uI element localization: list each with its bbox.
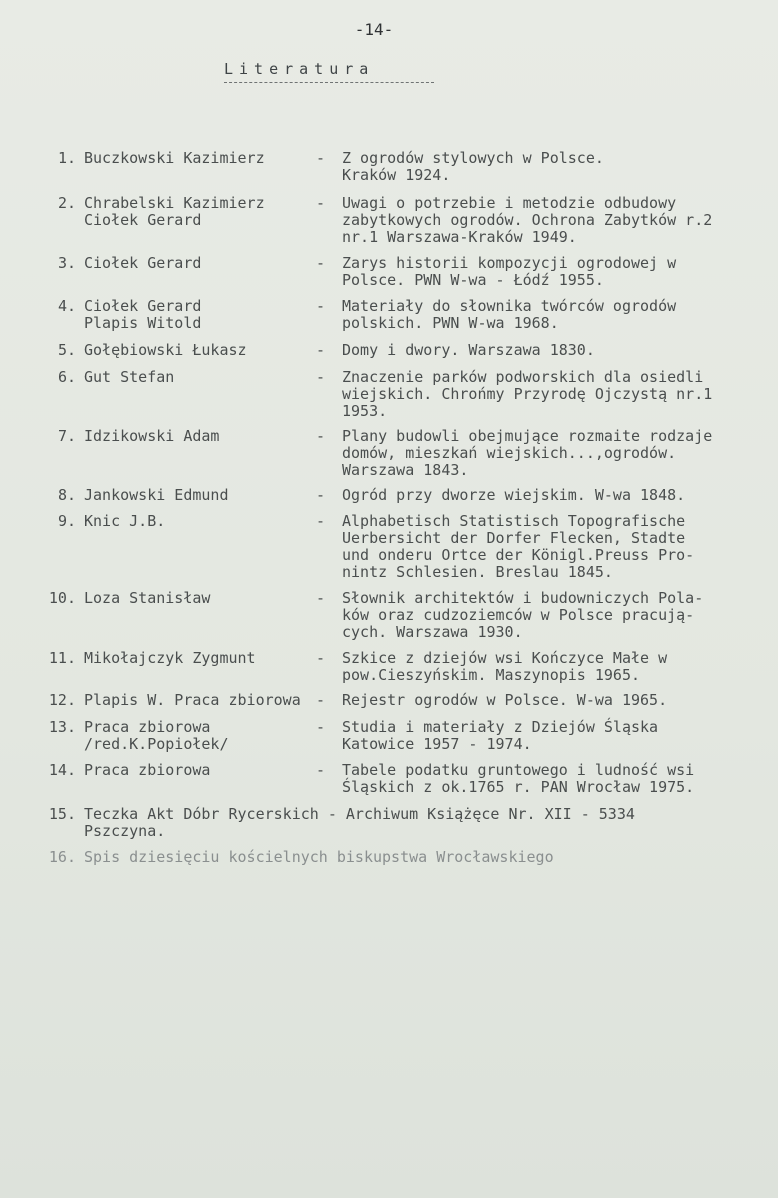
entry-dash: - — [316, 427, 326, 445]
entry-dash: - — [316, 149, 326, 167]
entry-work: Zarys historii kompozycji ogrodowej w Polsce. PWN W-wa - Łódź 1955. — [342, 254, 677, 289]
entry-work: Znaczenie parków podworskich dla osiedli wiejskich. Chrońmy Przyrodę Ojczystą nr.1 1953. — [342, 368, 713, 420]
entry-work: Alphabetisch Statistisch Topografische Uerbersicht der Dorfer Flecken, Stadte und onderu Ortce der Königl.Preuss Pro- nintz Schlesien. Breslau 1845. — [342, 512, 695, 581]
entry-dash: - — [316, 649, 326, 667]
entry-author: Gut Stefan — [84, 368, 175, 386]
entry-number: 13. — [48, 718, 76, 736]
entry-number: 1. — [57, 149, 76, 167]
entry-number: 15. — [48, 805, 76, 823]
entry-dash: - — [316, 254, 326, 272]
entry-work: Ogród przy dworze wiejskim. W-wa 1848. — [342, 486, 686, 504]
entry-author: Knic J.B. — [84, 512, 166, 530]
entry-number: 3. — [57, 254, 76, 272]
entry-number: 16. — [48, 848, 76, 866]
entry-author: Chrabelski Kazimierz Ciołek Gerard — [84, 194, 265, 229]
entry-work: Słownik architektów i budowniczych Pola- ków oraz cudzoziemców w Polsce pracują- cych. Warszawa 1930. — [342, 589, 704, 641]
entry-dash: - — [316, 341, 326, 359]
entry-author: Jankowski Edmund — [84, 486, 229, 504]
entry-author: Plapis W. Praca zbiorowa — [84, 691, 301, 709]
entry-dash: - — [316, 194, 326, 212]
page-number: -14- — [354, 20, 394, 39]
entry-author: Ciołek Gerard Plapis Witold — [84, 297, 202, 332]
entry-number: 4. — [57, 297, 76, 315]
entry-work: Rejestr ogrodów w Polsce. W-wa 1965. — [342, 691, 668, 709]
entry-work: Z ogrodów stylowych w Polsce. Kraków 1924. — [342, 149, 604, 184]
entry-dash: - — [316, 368, 326, 386]
entry-work: Tabele podatku gruntowego i ludność wsi Śląskich z ok.1765 r. PAN Wrocław 1975. — [342, 761, 695, 796]
entry-dash: - — [316, 512, 326, 530]
entry-dash: - — [316, 486, 326, 504]
entry-work: Uwagi o potrzebie i metodzie odbudowy zabytkowych ogrodów. Ochrona Zabytków r.2 nr.1 Warszawa-Kraków 1949. — [342, 194, 713, 246]
page-title: Literatura — [224, 60, 434, 83]
entry-author: Ciołek Gerard — [84, 254, 202, 272]
entry-number: 12. — [48, 691, 76, 709]
entry-number: 8. — [57, 486, 76, 504]
entry-work: Studia i materiały z Dziejów Śląska Katowice 1957 - 1974. — [342, 718, 659, 753]
entry-author: Buczkowski Kazimierz — [84, 149, 265, 167]
entry-author: Praca zbiorowa — [84, 761, 211, 779]
entry-number: 9. — [57, 512, 76, 530]
entry-full-text: Spis dziesięciu kościelnych biskupstwa Wrocławskiego — [84, 848, 554, 866]
entry-dash: - — [316, 691, 326, 709]
entry-author: Loza Stanisław — [84, 589, 211, 607]
entry-number: 14. — [48, 761, 76, 779]
entry-work: Materiały do słownika twórców ogrodów polskich. PWN W-wa 1968. — [342, 297, 677, 332]
entry-author: Gołębiowski Łukasz — [84, 341, 247, 359]
entry-dash: - — [316, 589, 326, 607]
entry-dash: - — [316, 718, 326, 736]
entry-work: Szkice z dziejów wsi Kończyce Małe w pow.Cieszyńskim. Maszynopis 1965. — [342, 649, 668, 684]
entry-author: Idzikowski Adam — [84, 427, 220, 445]
entry-number: 7. — [57, 427, 76, 445]
entry-number: 11. — [48, 649, 76, 667]
entry-work: Domy i dwory. Warszawa 1830. — [342, 341, 595, 359]
entry-author: Praca zbiorowa /red.K.Popiołek/ — [84, 718, 229, 753]
entry-dash: - — [316, 297, 326, 315]
entry-number: 2. — [57, 194, 76, 212]
entry-dash: - — [316, 761, 326, 779]
entry-number: 6. — [57, 368, 76, 386]
entry-number: 5. — [57, 341, 76, 359]
entry-author: Mikołajczyk Zygmunt — [84, 649, 256, 667]
entry-work: Plany budowli obejmujące rozmaite rodzaje domów, mieszkań wiejskich...,ogrodów. Warszawa 1843. — [342, 427, 713, 479]
entry-number: 10. — [48, 589, 76, 607]
entry-full-text: Teczka Akt Dóbr Rycerskich - Archiwum Książęce Nr. XII - 5334 Pszczyna. — [84, 805, 635, 840]
